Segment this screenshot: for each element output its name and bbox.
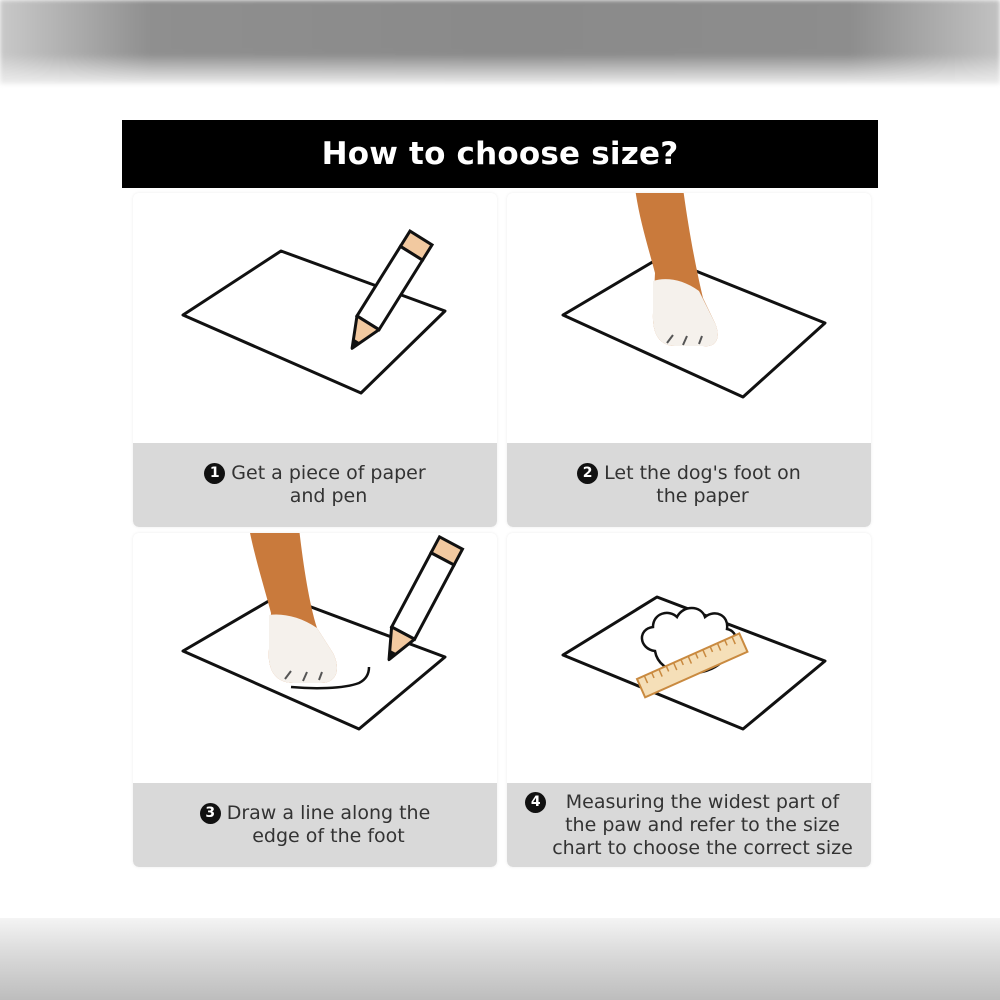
step-panel-1 <box>133 193 497 527</box>
blurred-background-top <box>0 0 1000 84</box>
blurred-background-bottom <box>0 918 1000 1000</box>
step-number-badge: 2 <box>577 463 598 484</box>
guide-header <box>122 120 878 188</box>
step-text: Measuring the widest part of the paw and refer to the size chart to choose the correct size <box>552 790 853 859</box>
step-panel-2 <box>507 193 871 527</box>
paw-on-paper-illustration <box>507 193 871 443</box>
step-text: Draw a line along the edge of the foot <box>226 802 431 847</box>
paper-and-pencil-illustration <box>133 193 497 443</box>
step-caption-2 <box>507 443 871 527</box>
step-number-badge: 3 <box>200 803 221 824</box>
size-guide-card <box>122 120 878 876</box>
step-caption-1 <box>133 443 497 527</box>
step-panel-3 <box>133 533 497 867</box>
guide-title: How to choose size? <box>321 136 679 172</box>
step-text: Get a piece of paper and pen <box>231 462 426 507</box>
measure-paw-illustration <box>507 533 871 783</box>
trace-paw-illustration <box>133 533 497 783</box>
step-panel-4 <box>507 533 871 867</box>
step-text: Let the dog's foot on the paper <box>604 462 801 507</box>
step-number-badge: 1 <box>204 463 225 484</box>
step-number-badge: 4 <box>525 792 546 813</box>
step-caption-4 <box>507 783 871 867</box>
step-caption-3 <box>133 783 497 867</box>
